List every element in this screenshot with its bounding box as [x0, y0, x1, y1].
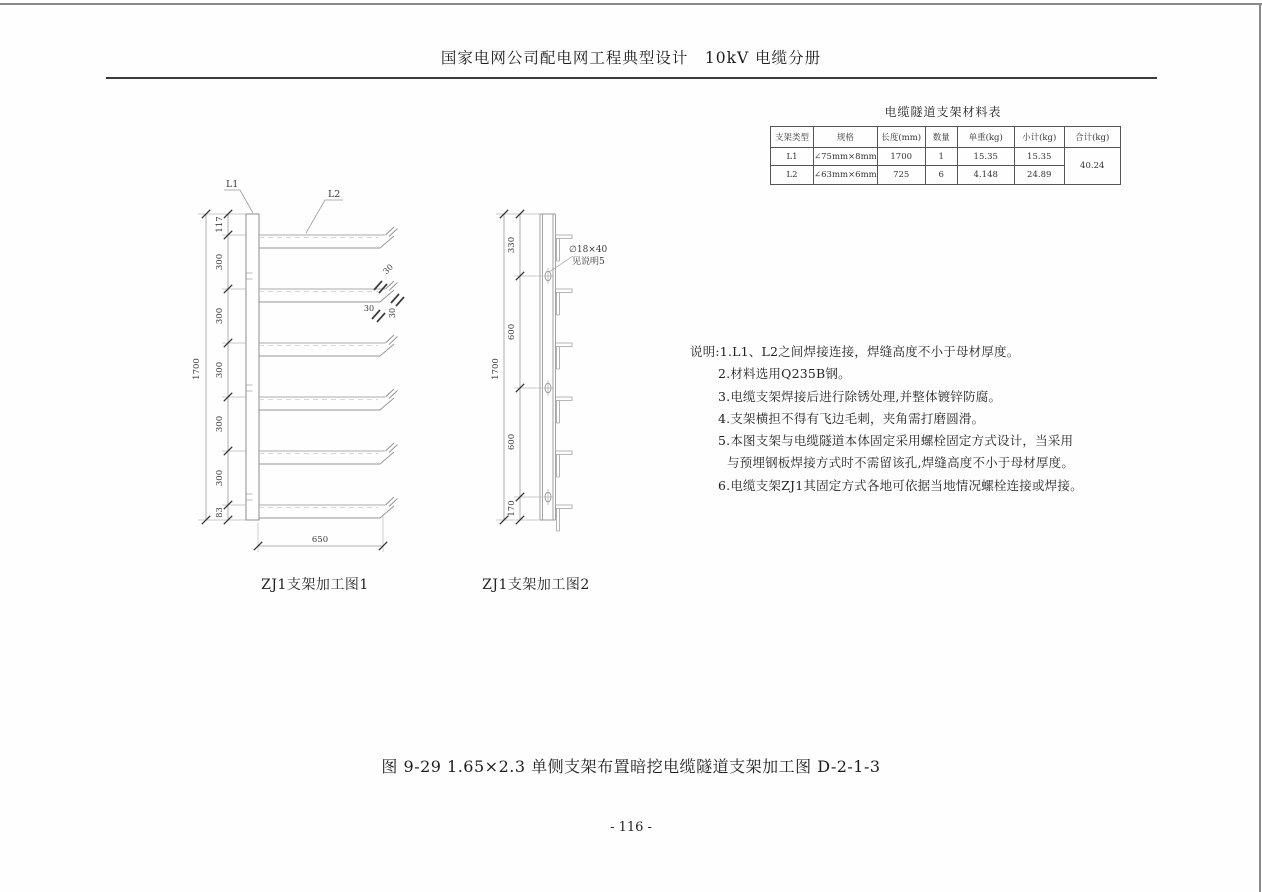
slot-holes [544, 268, 553, 505]
col-header: 数量 [925, 127, 957, 148]
dim-segment: 600 [507, 433, 517, 451]
drawing1-caption: ZJ1支架加工图1 [261, 577, 369, 593]
bracket-drawing-2 [460, 170, 645, 600]
arm-tabs [556, 235, 573, 531]
note-line: 5.本图支架与电缆隧道本体固定采用螺栓固定方式设计，当采用 [718, 433, 1074, 449]
notes-block [690, 341, 1100, 497]
cell-type: L2 [771, 166, 814, 185]
cell-length: 725 [877, 166, 925, 185]
post-hole-marks [247, 273, 253, 500]
col-header: 长度(mm) [877, 127, 925, 148]
figure-caption: 图 9-29 1.65×2.3 单侧支架布置暗挖电缆隧道支架加工图 D-2-1-3 [381, 757, 881, 776]
page-number: - 116 - [610, 820, 652, 835]
page-top-border [0, 3, 1262, 5]
cell-type: L1 [771, 148, 814, 166]
dimension-lines [206, 214, 383, 546]
cell-spec: ∠63mm×6mm [814, 166, 878, 185]
dim-segment: 170 [507, 500, 517, 517]
col-header: 单重(kg) [957, 127, 1014, 148]
arms-l2 [259, 227, 398, 518]
dimension-lines [504, 214, 520, 520]
cell-unit-weight: 4.148 [957, 166, 1014, 185]
col-header: 规格 [814, 127, 878, 148]
col-header: 支架类型 [771, 127, 814, 148]
dim-overall-height: 1700 [491, 358, 501, 380]
extension-lines [198, 214, 383, 552]
dim-overall-height: 1700 [192, 358, 202, 380]
label-l1: L1 [226, 179, 239, 190]
cell-total: 40.24 [1064, 148, 1120, 185]
note-line: 与预埋钢板焊接方式时不需留该孔,焊缝高度不小于母材厚度。 [727, 455, 1075, 471]
cell-unit-weight: 15.35 [957, 148, 1014, 166]
dim-segment: 117 [215, 216, 225, 233]
table-header-row [771, 127, 1121, 148]
materials-table [770, 126, 1121, 185]
note-line: 4.支架横担不得有飞边毛刺，夹角需打磨圆滑。 [718, 410, 985, 426]
dim-segment: 300 [215, 253, 225, 271]
note-line: 说明:1.L1、L2之间焊接连接，焊缝高度不小于母材厚度。 [690, 344, 1020, 359]
note-line: 2.材料选用Q235B钢。 [718, 366, 851, 382]
dimension-ticks [202, 210, 387, 550]
dim-segment: 300 [215, 415, 225, 433]
cell-qty: 1 [925, 148, 957, 166]
dim-segment: 600 [507, 323, 517, 341]
hole-note-ref: 见说明5 [572, 257, 605, 267]
cell-length: 1700 [877, 148, 925, 166]
cell-spec: ∠75mm×8mm [814, 148, 878, 166]
cell-qty: 6 [925, 166, 957, 185]
header-title: 国家电网公司配电网工程典型设计 10kV 电缆分册 [440, 49, 822, 67]
dim-segment: 300 [215, 307, 225, 325]
dim-segment: 83 [215, 507, 225, 518]
hole-note-size: ∅18×40 [569, 245, 608, 255]
dimension-ticks [500, 210, 524, 524]
dim-width: 650 [311, 535, 329, 545]
col-header: 合计(kg) [1064, 127, 1120, 148]
header-rule [106, 77, 1157, 79]
dim-tip: 30 [381, 262, 396, 277]
materials-table-title: 电缆隧道支架材料表 [884, 105, 1002, 119]
extension-lines [496, 214, 543, 520]
dim-segment: 330 [507, 236, 517, 254]
post-side-view [540, 214, 556, 520]
cell-subtotal: 24.89 [1014, 166, 1064, 185]
post-l1 [246, 214, 259, 520]
dim-segment: 300 [215, 361, 225, 379]
drawing2-caption: ZJ1支架加工图2 [482, 577, 590, 593]
note-line: 3.电缆支架焊接后进行除锈处理,并整体镀锌防腐。 [718, 388, 1002, 404]
dim-tip: 30 [363, 304, 375, 313]
dim-tip: 30 [388, 307, 397, 319]
leader-lines [224, 190, 343, 233]
label-l2: L2 [328, 189, 341, 200]
bracket-drawing-1 [180, 170, 420, 600]
col-header: 小计(kg) [1014, 127, 1064, 148]
cell-subtotal: 15.35 [1014, 148, 1064, 166]
dim-segment: 300 [215, 469, 225, 487]
note-line: 6.电缆支架ZJ1其固定方式各地可依据当地情况螺栓连接或焊接。 [718, 477, 1083, 493]
table-row [771, 148, 1121, 166]
